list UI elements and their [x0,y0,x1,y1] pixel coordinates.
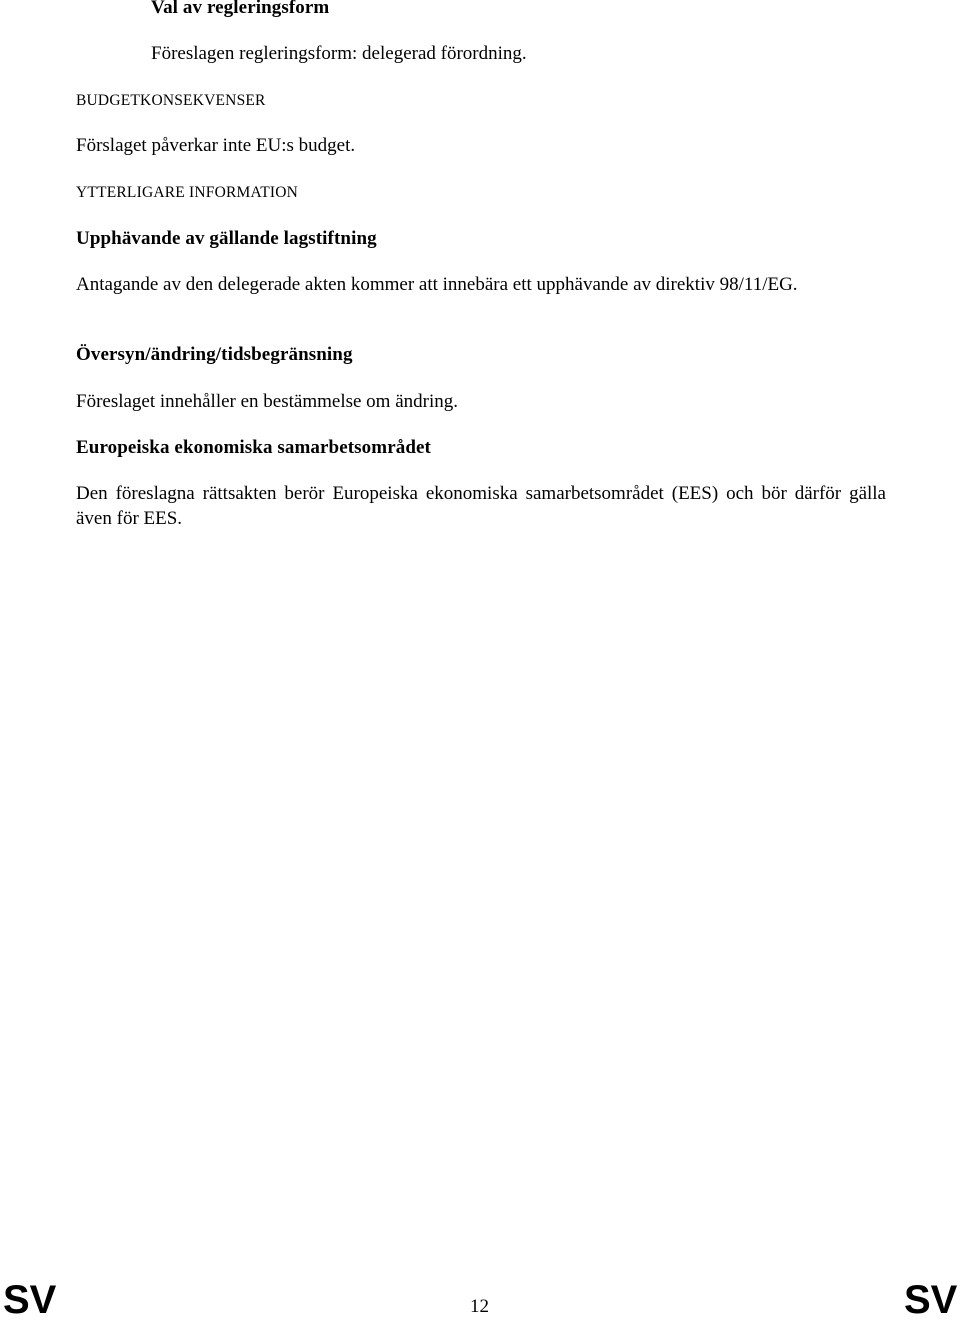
page-number: 12 [470,1296,489,1317]
heading-val-av-regleringsform: Val av regleringsform [151,0,330,18]
heading-budgetkonsekvenser: BUDGETKONSEKVENSER [76,92,266,109]
paragraph-oversyn: Föreslaget innehåller en bestämmelse om ändring. [76,391,458,412]
paragraph-regleringsform: Föreslagen regleringsform: delegerad förordning. [151,43,527,64]
heading-oversyn: Översyn/ändring/tidsbegränsning [76,344,353,365]
paragraph-budget: Förslaget påverkar inte EU:s budget. [76,135,356,156]
paragraph-ees: Den föreslagna rättsakten berör Europeiska ekonomiska samarbetsområdet (EES) och bör därför gälla även för EES. [76,483,886,529]
heading-ytterligare-information: YTTERLIGARE INFORMATION [76,184,299,201]
footer-language-left: SV [3,1278,57,1322]
heading-ees: Europeiska ekonomiska samarbetsområdet [76,437,431,458]
heading-upphavande: Upphävande av gällande lagstiftning [76,228,377,249]
footer-language-right: SV [904,1278,958,1322]
paragraph-upphavande: Antagande av den delegerade akten kommer att innebära ett upphävande av direktiv 98/11/EG. [76,274,798,295]
